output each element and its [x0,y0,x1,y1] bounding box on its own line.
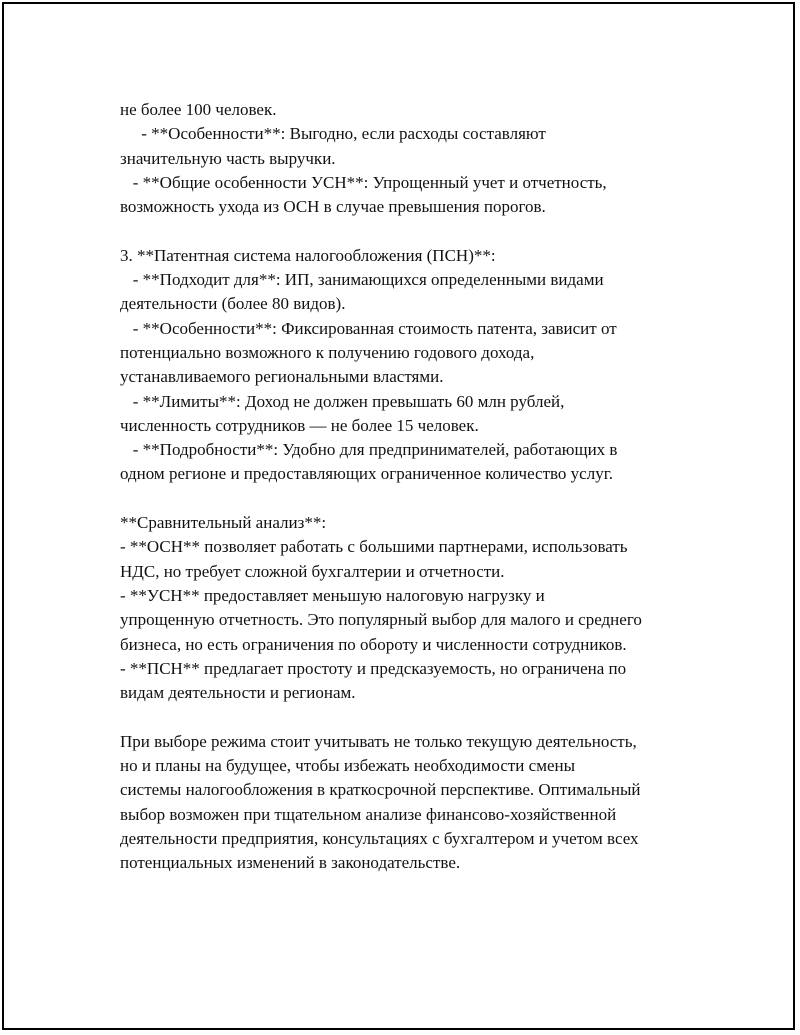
text-line: - **Особенности**: Фиксированная стоимость патента, зависит от [120,318,617,338]
text-line: видам деятельности и регионам. [120,683,356,703]
text-line: - **Подробности**: Удобно для предпринимателей, работающих в [120,440,618,460]
document-text [120,98,720,876]
text-line: возможность ухода из ОСН в случае превышения порогов. [120,197,546,217]
blank-line [120,705,720,729]
text-line: - **ПСН** предлагает простоту и предсказуемость, но ограничена по [120,658,627,678]
text-line: системы налогообложения в краткосрочной перспективе. Оптимальный [120,780,641,800]
text-line: устанавливаемого региональными властями. [120,367,444,387]
text-line: - **Общие особенности УСН**: Упрощенный учет и отчетность, [120,172,607,192]
text-line: бизнеса, но есть ограничения по обороту и численности сотрудников. [120,634,627,654]
text-line: - **УСН** предоставляет меньшую налоговую нагрузку и [120,585,545,605]
text-line: не более 100 человек. [120,100,277,119]
text-line: численность сотрудников — не более 15 человек. [120,415,479,435]
text-line: 3. **Патентная система налогообложения (ПСН)**: [120,245,496,265]
text-line: - **Лимиты**: Доход не должен превышать 60 млн рублей, [120,391,565,411]
text-line: - **Особенности**: Выгодно, если расходы составляют [120,124,546,144]
blank-line [120,219,720,243]
text-line: потенциальных изменений в законодательстве. [120,853,461,873]
text-line: При выборе режима стоит учитывать не только текущую деятельность, [120,731,637,751]
text-line: - **Подходит для**: ИП, занимающихся определенными видами [120,270,604,290]
text-line: значительную часть выручки. [120,148,336,168]
text-line: НДС, но требует сложной бухгалтерии и отчетности. [120,561,505,581]
text-line: но и планы на будущее, чтобы избежать необходимости смены [120,756,576,776]
text-line: потенциально возможного к получению годового дохода, [120,342,535,362]
text-line: выбор возможен при тщательном анализе финансово-хозяйственной [120,804,617,824]
text-line: упрощенную отчетность. Это популярный выбор для малого и среднего [120,610,642,630]
document-page [2,2,795,1030]
text-line: одном регионе и предоставляющих ограниченное количество услуг. [120,464,614,484]
blank-line [120,487,720,511]
text-line: деятельности (более 80 видов). [120,294,346,314]
text-line: **Сравнительный анализ**: [120,513,327,533]
text-line: - **ОСН** позволяет работать с большими партнерами, использовать [120,537,628,557]
text-line: деятельности предприятия, консультациях с бухгалтером и учетом всех [120,828,639,848]
